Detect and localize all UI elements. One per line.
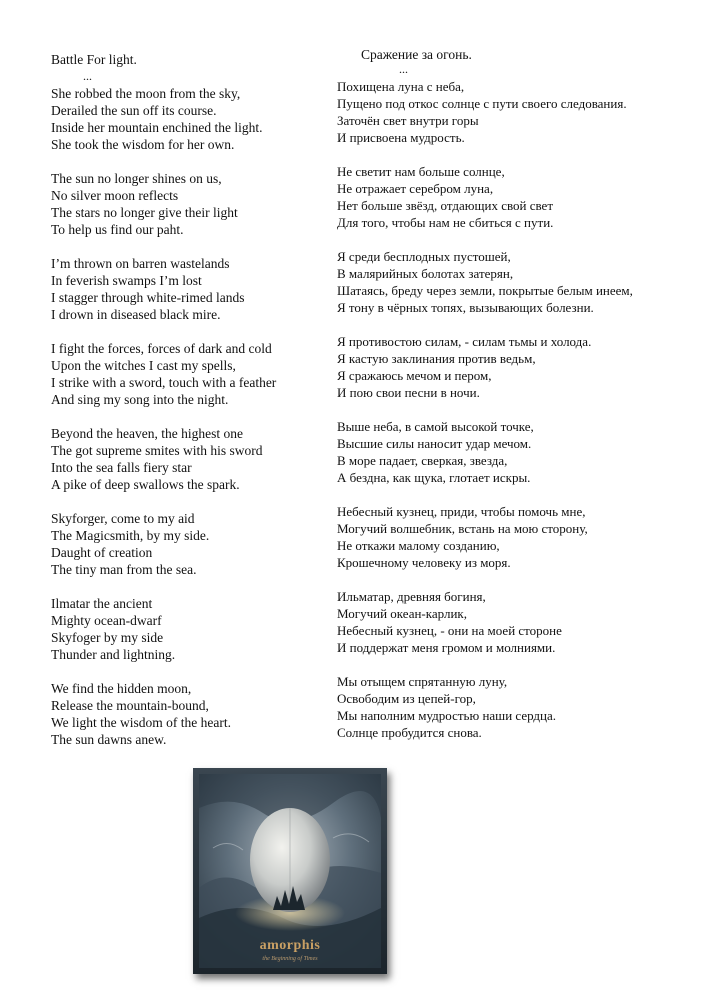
stanza — [337, 78, 667, 146]
lyric-line: И поддержат меня громом и молниями. — [337, 640, 556, 655]
lyric-line: Пущено под откос солнце с пути своего следования. — [337, 96, 627, 111]
english-title: Battle For light. — [51, 52, 137, 67]
stanza — [337, 248, 667, 316]
lyric-line: Шатаясь, бреду через земли, покрытые белым инеем, — [337, 283, 633, 298]
stanza — [337, 333, 667, 401]
stanza — [51, 85, 331, 153]
lyric-line: И присвоена мудрость. — [337, 130, 465, 145]
stanza — [51, 170, 331, 238]
lyric-line: Into the sea falls fiery star — [51, 460, 192, 475]
stanza — [337, 418, 667, 486]
stanza — [51, 680, 331, 748]
lyric-line: The got supreme smites with his sword — [51, 443, 263, 458]
lyric-line: Daught of creation — [51, 545, 153, 560]
lyric-line: Нет больше звёзд, отдающих свой свет — [337, 198, 553, 213]
lyric-line: Солнце пробудится снова. — [337, 725, 482, 740]
lyric-line: В море падает, сверкая, звезда, — [337, 453, 508, 468]
cover-album-title: the Beginning of Times — [262, 956, 318, 962]
lyric-line: Высшие силы наносит удар мечом. — [337, 436, 532, 451]
lyric-line: I strike with a sword, touch with a feather — [51, 375, 277, 390]
stanza — [51, 510, 331, 578]
lyric-line: Мы наполним мудростью наши сердца. — [337, 708, 557, 723]
lyric-line: Небесный кузнец, приди, чтобы помочь мне, — [337, 504, 586, 519]
russian-title: Сражение за огонь. — [361, 47, 472, 62]
lyric-line: Заточён свет внутри горы — [337, 113, 479, 128]
lyric-line: I fight the forces, forces of dark and cold — [51, 341, 272, 356]
english-lyrics-column — [51, 51, 331, 765]
lyric-line: Ильматар, древняя богиня, — [337, 589, 486, 604]
lyric-line: In feverish swamps I’m lost — [51, 273, 202, 288]
lyric-line: Derailed the sun off its course. — [51, 103, 217, 118]
stanza — [337, 163, 667, 231]
lyric-line: The tiny man from the sea. — [51, 562, 197, 577]
stanza — [51, 595, 331, 663]
lyric-line: Могучий океан-карлик, — [337, 606, 467, 621]
lyric-line: She took the wisdom for her own. — [51, 137, 235, 152]
lyric-line: Могучий волшебник, встань на мою сторону, — [337, 521, 588, 536]
lyric-line: Skyfoger by my side — [51, 630, 164, 645]
lyric-line: Не отражает серебром луна, — [337, 181, 494, 196]
lyric-line: В малярийных болотах затерян, — [337, 266, 514, 281]
russian-stanzas — [337, 78, 667, 741]
lyric-line: The sun no longer shines on us, — [51, 171, 222, 186]
stanza — [51, 340, 331, 408]
lyric-line: Не светит нам больше солнце, — [337, 164, 505, 179]
lyric-line: The stars no longer give their light — [51, 205, 238, 220]
lyric-line: Я противостою силам, - силам тьмы и холода. — [337, 334, 592, 349]
lyric-line: A pike of deep swallows the spark. — [51, 477, 240, 492]
lyric-line: Skyforger, come to my aid — [51, 511, 195, 526]
lyric-line: The Magicsmith, by my side. — [51, 528, 210, 543]
lyric-line: Thunder and lightning. — [51, 647, 176, 662]
lyric-line: Освободим из цепей-гор, — [337, 691, 476, 706]
lyric-line: Inside her mountain enchined the light. — [51, 120, 263, 135]
stanza — [337, 673, 667, 741]
lyric-line: We find the hidden moon, — [51, 681, 192, 696]
english-ellipsis: ... — [83, 69, 92, 83]
lyric-line: No silver moon reflects — [51, 188, 179, 203]
lyric-line: Ilmatar the ancient — [51, 596, 153, 611]
lyric-line: She robbed the moon from the sky, — [51, 86, 241, 101]
lyric-line: Release the mountain-bound, — [51, 698, 209, 713]
lyric-line: And sing my song into the night. — [51, 392, 229, 407]
lyric-line: I’m thrown on barren wastelands — [51, 256, 230, 271]
lyric-line: Похищена луна с неба, — [337, 79, 465, 94]
stanza — [337, 588, 667, 656]
russian-lyrics-column — [337, 46, 667, 758]
lyric-line: Mighty ocean-dwarf — [51, 613, 162, 628]
lyric-line: I stagger through white-rimed lands — [51, 290, 245, 305]
cover-band-logo: amorphis — [259, 938, 321, 953]
album-cover-image — [193, 768, 387, 974]
english-stanzas — [51, 85, 331, 748]
lyric-line: И пою свои песни в ночи. — [337, 385, 480, 400]
stanza — [51, 255, 331, 323]
stanza — [337, 503, 667, 571]
stanza — [51, 425, 331, 493]
lyric-line: Для того, чтобы нам не сбиться с пути. — [337, 215, 554, 230]
lyric-line: The sun dawns anew. — [51, 732, 167, 747]
lyric-line: I drown in diseased black mire. — [51, 307, 221, 322]
lyric-line: Мы отыщем спрятанную луну, — [337, 674, 508, 689]
lyric-line: Выше неба, в самой высокой точке, — [337, 419, 534, 434]
lyric-line: Я кастую заклинания против ведьм, — [337, 351, 536, 366]
lyric-line: Upon the witches I cast my spells, — [51, 358, 236, 373]
lyric-line: Крошечному человеку из моря. — [337, 555, 511, 570]
lyric-line: Я среди бесплодных пустошей, — [337, 249, 511, 264]
lyric-line: А бездна, как щука, глотает искры. — [337, 470, 531, 485]
lyric-line: To help us find our paht. — [51, 222, 184, 237]
lyric-line: Я сражаюсь мечом и пером, — [337, 368, 492, 383]
lyric-line: We light the wisdom of the heart. — [51, 715, 231, 730]
lyric-line: Небесный кузнец, - они на моей стороне — [337, 623, 562, 638]
russian-ellipsis: ... — [399, 62, 408, 76]
lyric-line: Beyond the heaven, the highest one — [51, 426, 243, 441]
lyric-line: Не откажи малому созданию, — [337, 538, 500, 553]
lyric-line: Я тону в чёрных топях, вызывающих болезни. — [337, 300, 594, 315]
